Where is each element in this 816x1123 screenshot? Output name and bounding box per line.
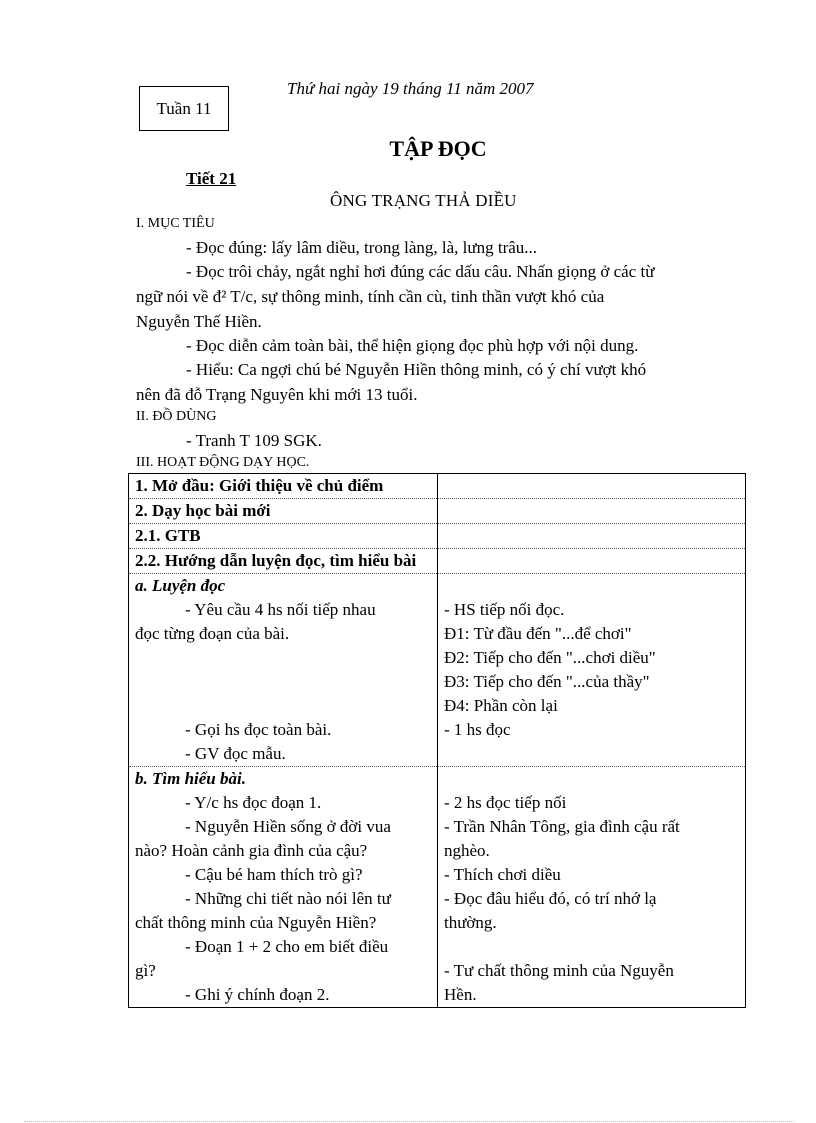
teacher-line: - Ghi ý chính đoạn 2. (185, 985, 330, 1004)
understanding-heading: b. Tìm hiểu bài. (135, 769, 246, 788)
teacher-line: nào? Hoàn cảnh gia đình của cậu? (135, 841, 368, 860)
reading-heading: a. Luyện đọc (135, 576, 226, 595)
teacher-line: đọc từng đoạn của bài. (135, 624, 290, 643)
objectives-heading: I. MỤC TIÊU (136, 216, 215, 231)
student-line: - Tư chất thông minh của Nguyễn (444, 961, 674, 980)
lesson-number: Tiết 21 (186, 169, 237, 188)
week-label: Tuần 11 (156, 98, 212, 118)
teacher-line: - GV đọc mẫu. (185, 744, 286, 763)
cell-new-lesson: 2. Dạy học bài mới (129, 499, 438, 524)
student-line: - Thích chơi diều (444, 865, 561, 884)
reading-teacher-cell (129, 574, 438, 767)
teacher-line: - Đoạn 1 + 2 cho em biết điều (185, 937, 389, 956)
student-line: Đ2: Tiếp cho đến "...chơi diều" (444, 648, 656, 667)
student-line: Hền. (444, 985, 477, 1004)
objective-line: ngữ nói về đ² T/c, sự thông minh, tính cần cù, tinh thần vượt khó của (136, 287, 605, 306)
teacher-line: - Cậu bé ham thích trò gì? (185, 865, 363, 884)
objective-line: - Hiểu: Ca ngợi chú bé Nguyễn Hiền thông minh, có ý chí vượt khó (186, 360, 647, 379)
subject-title: TẬP ĐỌC (389, 136, 487, 161)
cell-empty (438, 549, 746, 574)
student-line: thường. (444, 913, 497, 932)
cell-empty (438, 474, 746, 499)
objective-line: - Đọc đúng: lấy lâm diều, trong làng, là, lưng trâu... (186, 238, 538, 257)
spacer (135, 694, 431, 718)
materials-line: - Tranh T 109 SGK. (186, 431, 322, 450)
spacer (444, 574, 739, 598)
spacer (444, 767, 739, 791)
teacher-line: - Y/c hs đọc đoạn 1. (185, 793, 322, 812)
page-bottom-divider (24, 1121, 794, 1122)
lesson-title: ÔNG TRẠNG THẢ DIỀU (330, 191, 517, 210)
cell-intro: 1. Mở đầu: Giới thiệu về chủ điểm (129, 474, 438, 499)
teacher-line: - Nguyễn Hiền sống ở đời vua (185, 817, 391, 836)
spacer (135, 670, 431, 694)
table-row (129, 767, 746, 1008)
objective-line: nên đã đỗ Trạng Nguyên khi mới 13 tuổi. (136, 385, 418, 404)
cell-gtb: 2.1. GTB (129, 524, 438, 549)
student-line: - Trần Nhân Tông, gia đình cậu rất (444, 817, 680, 836)
table-row (129, 524, 746, 549)
teacher-line: - Gọi hs đọc toàn bài. (185, 720, 332, 739)
student-line: - 1 hs đọc (444, 720, 511, 739)
student-line: Đ3: Tiếp cho đến "...của thầy" (444, 672, 650, 691)
table-row (129, 499, 746, 524)
objective-line: - Đọc diễn cảm toàn bài, thể hiện giọng đọc phù hợp với nội dung. (186, 336, 639, 355)
table-row (129, 549, 746, 574)
understanding-teacher-cell (129, 767, 438, 1008)
student-line: nghèo. (444, 841, 490, 860)
student-line: - Đọc đâu hiểu đó, có trí nhớ lạ (444, 889, 657, 908)
date-line: Thứ hai ngày 19 tháng 11 năm 2007 (287, 79, 534, 98)
teacher-line: gì? (135, 961, 156, 980)
objective-line: Nguyễn Thế Hiền. (136, 312, 262, 331)
cell-empty (438, 524, 746, 549)
spacer (135, 646, 431, 670)
student-line: - HS tiếp nối đọc. (444, 600, 565, 619)
objective-line: - Đọc trôi chảy, ngắt nghỉ hơi đúng các dấu câu. Nhấn giọng ở các từ (186, 262, 655, 281)
reading-student-cell (438, 574, 746, 767)
week-box (139, 86, 229, 131)
cell-guide: 2.2. Hướng dẫn luyện đọc, tìm hiểu bài (129, 549, 438, 574)
cell-empty (438, 499, 746, 524)
teacher-line: chất thông minh của Nguyễn Hiền? (135, 913, 377, 932)
understanding-student-cell (438, 767, 746, 1008)
student-line: Đ4: Phần còn lại (444, 696, 558, 715)
teacher-line: - Những chi tiết nào nói lên tư (185, 889, 391, 908)
materials-heading: II. ĐỒ DÙNG (136, 409, 217, 424)
student-line: - 2 hs đọc tiếp nối (444, 793, 567, 812)
spacer (444, 935, 739, 959)
teacher-line: - Yêu cầu 4 hs nối tiếp nhau (185, 600, 376, 619)
activities-heading: III. HOẠT ĐỘNG DẠY HỌC. (136, 455, 310, 470)
table-row (129, 574, 746, 767)
table-row (129, 474, 746, 499)
student-line: Đ1: Từ đầu đến "...để chơi" (444, 624, 632, 643)
lesson-plan-table (128, 473, 746, 1008)
